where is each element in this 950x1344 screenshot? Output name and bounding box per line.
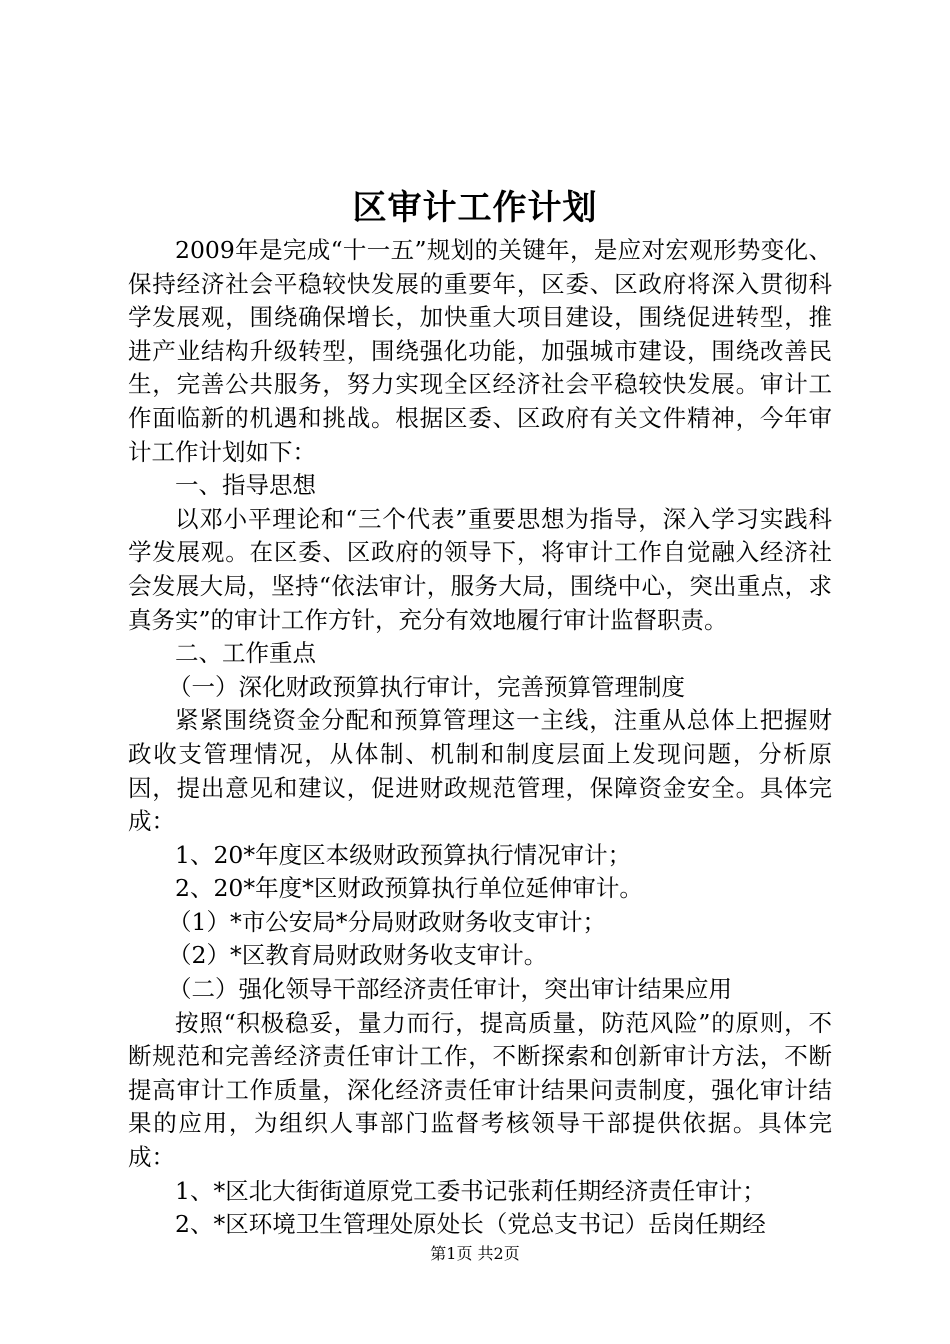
sub-list-item: （1）*市公安局*分局财政财务收支审计； bbox=[168, 907, 606, 936]
page-footer: 第1页 共2页 bbox=[430, 1244, 520, 1263]
list-item: 1、*区北大街街道原党工委书记张莉任期经济责任审计； bbox=[175, 1176, 766, 1205]
subsection-heading-budget-audit: （一）深化财政预算执行审计，完善预算管理制度 bbox=[168, 672, 685, 701]
list-item: 2、20*年度*区财政预算执行单位延伸审计。 bbox=[175, 874, 643, 903]
paragraph-responsibility-audit: 按照“积极稳妥，量力而行，提高质量，防范风险”的原则，不断规范和完善经济责任审计工作，不断探索和创新审计方法，不断提高审计工作质量，深化经济责任审计结果问责制度，强化审计结果的应用，为组织人事部门监督考核领导干部提供依据。具体完成： bbox=[128, 1008, 832, 1172]
section-heading-guiding-thought: 一、指导思想 bbox=[175, 471, 316, 500]
paragraph-guiding-thought: 以邓小平理论和“三个代表”重要思想为指导，深入学习实践科学发展观。在区委、区政府的领导下，将审计工作自觉融入经济社会发展大局，坚持“依法审计，服务大局，围绕中心，突出重点，求真务实”的审计工作方针，充分有效地履行审计监督职责。 bbox=[128, 504, 832, 634]
subsection-heading-responsibility-audit: （二）强化领导干部经济责任审计，突出审计结果应用 bbox=[168, 975, 732, 1004]
document-body bbox=[128, 234, 832, 1242]
paragraph-budget-audit: 紧紧围绕资金分配和预算管理这一主线，注重从总体上把握财政收支管理情况，从体制、机制和制度层面上发现问题，分析原因，提出意见和建议，促进财政规范管理，保障资金安全。具体完成： bbox=[128, 706, 832, 836]
sub-list-item: （2）*区教育局财政财务收支审计。 bbox=[168, 941, 548, 970]
list-item: 2、*区环境卫生管理处原处长（党总支书记）岳岗任期经 bbox=[175, 1210, 766, 1239]
paragraph-intro: 2009年是完成“十一五”规划的关键年，是应对宏观形势变化、保持经济社会平稳较快发展的重要年，区委、区政府将深入贯彻科学发展观，围绕确保增长，加快重大项目建设，围绕促进转型，推进产业结构升级转型，围绕强化功能，加强城市建设，围绕改善民生，完善公共服务，努力实现全区经济社会平稳较快发展。审计工作面临新的机遇和挑战。根据区委、区政府有关文件精神，今年审计工作计划如下： bbox=[128, 236, 832, 466]
section-heading-work-focus: 二、工作重点 bbox=[175, 639, 316, 668]
document-title: 区审计工作计划 bbox=[352, 188, 598, 228]
list-item: 1、20*年度区本级财政预算执行情况审计； bbox=[175, 840, 632, 869]
